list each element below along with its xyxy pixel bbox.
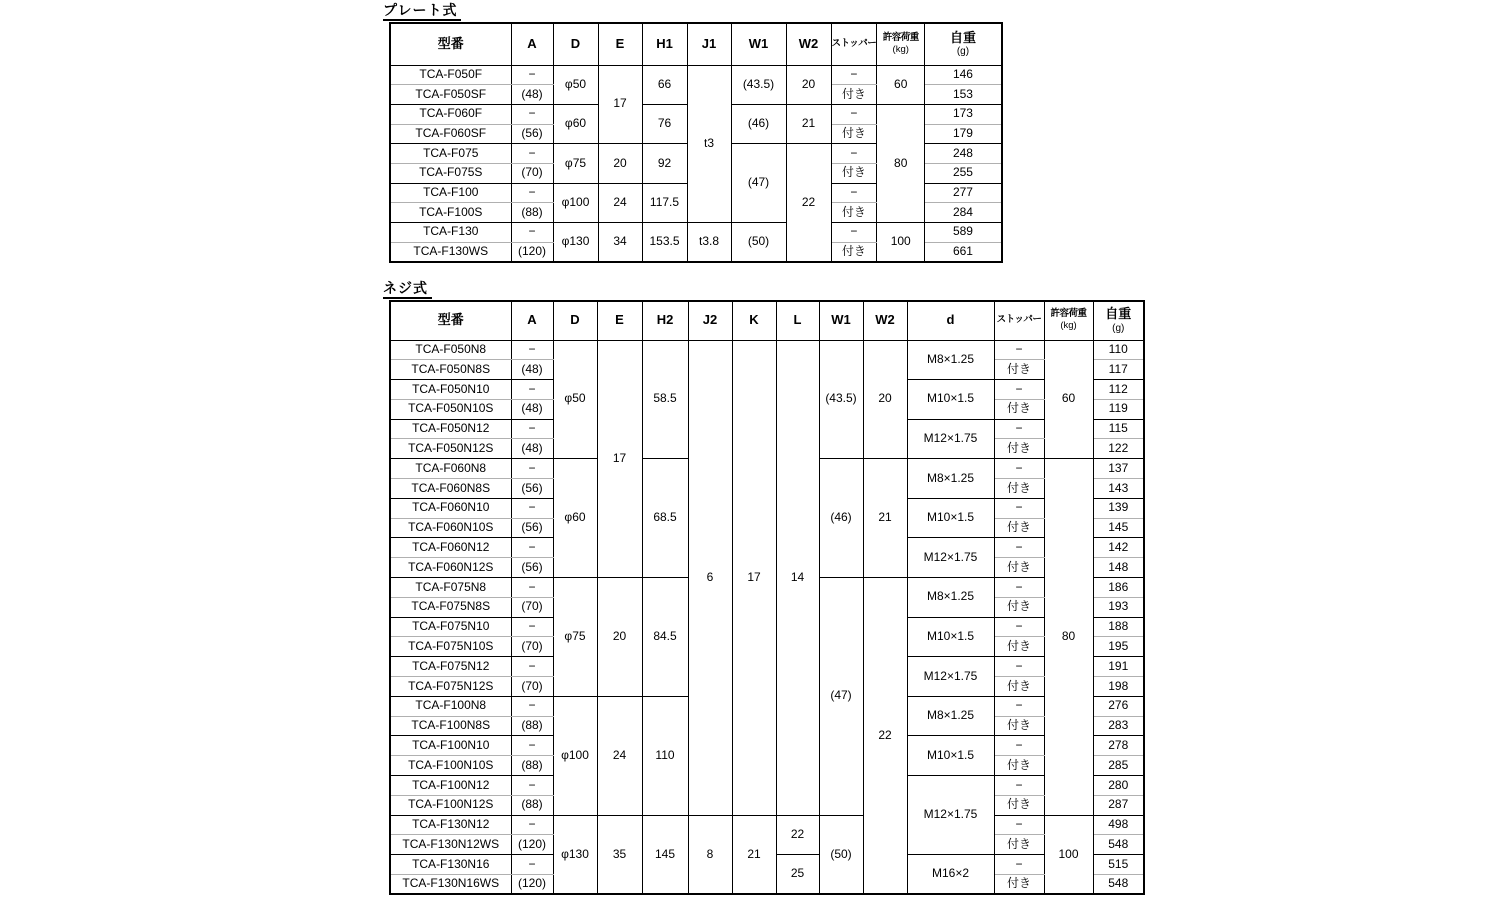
cell-weight: 548	[1093, 875, 1144, 895]
cell-h2: 145	[642, 815, 688, 894]
column-header-j1: J1	[687, 23, 731, 65]
table-row	[390, 223, 1002, 243]
cell-d: φ50	[553, 65, 598, 104]
cell-d: φ100	[553, 183, 598, 222]
cell-w1: (46)	[731, 104, 786, 143]
cell-model: TCA-F075N10	[390, 617, 511, 637]
cell-model: TCA-F060N12S	[390, 558, 511, 578]
cell-load: 60	[877, 65, 925, 104]
cell-model: TCA-F060F	[390, 104, 511, 124]
cell-stopper: 付き	[994, 716, 1044, 736]
cell-stopper: 付き	[994, 439, 1044, 459]
cell-w2: 20	[863, 340, 907, 459]
cell-model: TCA-F050N8S	[390, 360, 511, 380]
cell-a: (88)	[511, 716, 553, 736]
cell-stopper: −	[831, 183, 877, 203]
cell-model: TCA-F050N12	[390, 419, 511, 439]
column-header-weight: 自重 (g)	[1093, 301, 1144, 340]
cell-j1: t3	[687, 65, 731, 223]
cell-model: TCA-F130N12WS	[390, 835, 511, 855]
cell-weight: 287	[1093, 795, 1144, 815]
cell-dthread: M10×1.5	[907, 380, 994, 420]
cell-model: TCA-F060N10S	[390, 518, 511, 538]
cell-dthread: M8×1.25	[907, 696, 994, 736]
cell-model: TCA-F060SF	[390, 124, 511, 144]
plate-table-container	[389, 22, 1003, 263]
table-row	[390, 340, 1144, 360]
cell-model: TCA-F075N8S	[390, 597, 511, 617]
cell-k: 17	[732, 340, 776, 815]
cell-d: φ100	[553, 696, 597, 815]
cell-a: −	[511, 498, 553, 518]
cell-model: TCA-F130N12	[390, 815, 511, 835]
cell-d: φ60	[553, 104, 598, 143]
cell-weight: 195	[1093, 637, 1144, 657]
cell-model: TCA-F130	[390, 223, 511, 243]
column-header-w1: W1	[819, 301, 863, 340]
cell-weight: 117	[1093, 360, 1144, 380]
cell-dthread: M10×1.5	[907, 617, 994, 657]
cell-j2: 8	[688, 815, 732, 894]
table-row	[390, 65, 1002, 85]
cell-w1: (47)	[731, 144, 786, 223]
cell-model: TCA-F075N12S	[390, 677, 511, 697]
cell-stopper: 付き	[994, 360, 1044, 380]
cell-stopper: 付き	[994, 677, 1044, 697]
cell-weight: 191	[1093, 657, 1144, 677]
cell-d: φ60	[553, 459, 597, 578]
cell-model: TCA-F100N10S	[390, 756, 511, 776]
cell-weight: 515	[1093, 855, 1144, 875]
cell-weight: 248	[925, 144, 1002, 164]
cell-model: TCA-F050N12S	[390, 439, 511, 459]
cell-w1: (43.5)	[819, 340, 863, 459]
cell-e: 24	[597, 696, 642, 815]
cell-a: (88)	[511, 756, 553, 776]
cell-weight: 179	[925, 124, 1002, 144]
cell-weight: 255	[925, 163, 1002, 183]
cell-e: 20	[597, 578, 642, 697]
column-header-d: D	[553, 301, 597, 340]
cell-load: 80	[877, 104, 925, 222]
cell-model: TCA-F050N10	[390, 380, 511, 400]
cell-weight: 276	[1093, 696, 1144, 716]
header-row	[390, 23, 1002, 65]
cell-model: TCA-F130WS	[390, 242, 511, 262]
cell-a: −	[511, 380, 553, 400]
cell-h2: 58.5	[642, 340, 688, 459]
cell-weight: 148	[1093, 558, 1144, 578]
cell-weight: 188	[1093, 617, 1144, 637]
cell-weight: 193	[1093, 597, 1144, 617]
cell-stopper: −	[994, 696, 1044, 716]
cell-k: 21	[732, 815, 776, 894]
cell-stopper: −	[994, 380, 1044, 400]
column-header-a: A	[511, 301, 553, 340]
cell-j1: t3.8	[687, 223, 731, 262]
cell-a: (56)	[511, 558, 553, 578]
cell-stopper: −	[994, 419, 1044, 439]
cell-h1: 153.5	[642, 223, 687, 262]
cell-a: (56)	[511, 124, 553, 144]
cell-model: TCA-F060N8	[390, 459, 511, 479]
cell-stopper: −	[994, 736, 1044, 756]
cell-dthread: M12×1.75	[907, 776, 994, 855]
plate-type-table	[389, 22, 1003, 263]
cell-e: 34	[598, 223, 642, 262]
cell-weight: 146	[925, 65, 1002, 85]
plate-table-title: プレート式	[383, 3, 461, 21]
column-header-l: L	[776, 301, 819, 340]
cell-dthread: M8×1.25	[907, 578, 994, 618]
cell-a: (48)	[511, 399, 553, 419]
cell-model: TCA-F075N12	[390, 657, 511, 677]
column-header-h2: H2	[642, 301, 688, 340]
cell-model: TCA-F100S	[390, 203, 511, 223]
cell-a: (56)	[511, 479, 553, 499]
cell-stopper: 付き	[994, 597, 1044, 617]
cell-weight: 145	[1093, 518, 1144, 538]
cell-a: (120)	[511, 242, 553, 262]
column-header-stopper: ストッパー	[994, 301, 1044, 340]
cell-stopper: −	[994, 617, 1044, 637]
cell-weight: 186	[1093, 578, 1144, 598]
cell-a: (120)	[511, 835, 553, 855]
cell-h2: 84.5	[642, 578, 688, 697]
cell-e: 17	[597, 340, 642, 578]
cell-stopper: −	[994, 657, 1044, 677]
cell-model: TCA-F075N10S	[390, 637, 511, 657]
cell-l: 25	[776, 855, 819, 895]
cell-weight: 285	[1093, 756, 1144, 776]
cell-model: TCA-F050N8	[390, 340, 511, 360]
cell-weight: 137	[1093, 459, 1144, 479]
cell-model: TCA-F075	[390, 144, 511, 164]
cell-dthread: M12×1.75	[907, 657, 994, 697]
cell-h1: 92	[642, 144, 687, 183]
cell-w1: (50)	[731, 223, 786, 262]
cell-a: (88)	[511, 795, 553, 815]
cell-a: −	[511, 340, 553, 360]
cell-weight: 115	[1093, 419, 1144, 439]
column-header-w1: W1	[731, 23, 786, 65]
cell-weight: 548	[1093, 835, 1144, 855]
cell-d: φ130	[553, 223, 598, 262]
cell-weight: 278	[1093, 736, 1144, 756]
cell-weight: 280	[1093, 776, 1144, 796]
cell-stopper: −	[831, 104, 877, 124]
cell-w2: 22	[863, 578, 907, 895]
screw-table-title: ネジ式	[383, 281, 432, 299]
cell-stopper: 付き	[831, 85, 877, 105]
cell-stopper: 付き	[831, 124, 877, 144]
cell-e: 20	[598, 144, 642, 183]
column-header-model: 型番	[390, 301, 511, 340]
cell-a: (70)	[511, 597, 553, 617]
cell-h1: 117.5	[642, 183, 687, 222]
screw-type-table	[389, 300, 1145, 895]
column-header-e: E	[597, 301, 642, 340]
cell-a: −	[511, 104, 553, 124]
cell-a: −	[511, 144, 553, 164]
cell-a: −	[511, 617, 553, 637]
cell-model: TCA-F060N10	[390, 498, 511, 518]
cell-a: (70)	[511, 163, 553, 183]
screw-table-container	[389, 300, 1145, 895]
cell-model: TCA-F060N8S	[390, 479, 511, 499]
cell-h2: 68.5	[642, 459, 688, 578]
cell-stopper: 付き	[831, 242, 877, 262]
cell-model: TCA-F100N10	[390, 736, 511, 756]
cell-e: 17	[598, 65, 642, 144]
cell-load: 100	[1044, 815, 1093, 894]
column-header-dthread: d	[907, 301, 994, 340]
cell-load: 80	[1044, 459, 1093, 815]
cell-a: (88)	[511, 203, 553, 223]
cell-dthread: M10×1.5	[907, 498, 994, 538]
cell-stopper: 付き	[994, 637, 1044, 657]
column-header-weight: 自重 (g)	[925, 23, 1002, 65]
cell-load: 60	[1044, 340, 1093, 459]
cell-h1: 66	[642, 65, 687, 104]
cell-stopper: 付き	[994, 875, 1044, 895]
column-header-load: 許容荷重 (kg)	[1044, 301, 1093, 340]
column-header-a: A	[511, 23, 553, 65]
cell-a: −	[511, 815, 553, 835]
cell-a: (70)	[511, 637, 553, 657]
cell-d: φ75	[553, 578, 597, 697]
cell-w1: (43.5)	[731, 65, 786, 104]
cell-stopper: −	[994, 459, 1044, 479]
cell-stopper: −	[831, 223, 877, 243]
cell-e: 35	[597, 815, 642, 894]
column-header-model: 型番	[390, 23, 511, 65]
cell-a: (70)	[511, 677, 553, 697]
cell-stopper: 付き	[994, 399, 1044, 419]
cell-weight: 142	[1093, 538, 1144, 558]
cell-j2: 6	[688, 340, 732, 815]
cell-weight: 498	[1093, 815, 1144, 835]
cell-stopper: 付き	[994, 518, 1044, 538]
cell-stopper: 付き	[831, 163, 877, 183]
column-header-k: K	[732, 301, 776, 340]
cell-model: TCA-F075N8	[390, 578, 511, 598]
cell-e: 24	[598, 183, 642, 222]
cell-a: −	[511, 696, 553, 716]
cell-weight: 110	[1093, 340, 1144, 360]
cell-dthread: M12×1.75	[907, 538, 994, 578]
cell-model: TCA-F100N12	[390, 776, 511, 796]
cell-stopper: 付き	[994, 756, 1044, 776]
cell-weight: 153	[925, 85, 1002, 105]
cell-a: −	[511, 578, 553, 598]
cell-a: −	[511, 459, 553, 479]
cell-a: (56)	[511, 518, 553, 538]
cell-d: φ130	[553, 815, 597, 894]
cell-model: TCA-F050F	[390, 65, 511, 85]
cell-w1: (46)	[819, 459, 863, 578]
cell-h2: 110	[642, 696, 688, 815]
cell-w2: 21	[786, 104, 831, 143]
cell-w2: 22	[786, 144, 831, 262]
cell-a: −	[511, 657, 553, 677]
cell-weight: 589	[925, 223, 1002, 243]
header-row	[390, 301, 1144, 340]
cell-h1: 76	[642, 104, 687, 143]
cell-a: −	[511, 65, 553, 85]
cell-stopper: −	[994, 855, 1044, 875]
column-header-load: 許容荷重 (kg)	[877, 23, 925, 65]
column-header-w2: W2	[863, 301, 907, 340]
cell-a: (48)	[511, 439, 553, 459]
cell-stopper: −	[994, 578, 1044, 598]
cell-a: −	[511, 223, 553, 243]
cell-dthread: M10×1.5	[907, 736, 994, 776]
cell-model: TCA-F100N8S	[390, 716, 511, 736]
cell-a: (48)	[511, 85, 553, 105]
cell-dthread: M16×2	[907, 855, 994, 895]
cell-a: −	[511, 855, 553, 875]
cell-l: 22	[776, 815, 819, 855]
cell-stopper: −	[831, 65, 877, 85]
cell-a: −	[511, 538, 553, 558]
cell-weight: 143	[1093, 479, 1144, 499]
cell-a: (48)	[511, 360, 553, 380]
cell-model: TCA-F100N8	[390, 696, 511, 716]
cell-model: TCA-F130N16	[390, 855, 511, 875]
cell-stopper: −	[994, 498, 1044, 518]
cell-model: TCA-F060N12	[390, 538, 511, 558]
cell-a: −	[511, 736, 553, 756]
cell-l: 14	[776, 340, 819, 815]
cell-weight: 173	[925, 104, 1002, 124]
cell-model: TCA-F050N10S	[390, 399, 511, 419]
cell-stopper: −	[994, 340, 1044, 360]
cell-d: φ50	[553, 340, 597, 459]
column-header-w2: W2	[786, 23, 831, 65]
cell-model: TCA-F100N12S	[390, 795, 511, 815]
cell-model: TCA-F100	[390, 183, 511, 203]
cell-a: (120)	[511, 875, 553, 895]
cell-dthread: M12×1.75	[907, 419, 994, 459]
table-row	[390, 815, 1144, 835]
cell-weight: 122	[1093, 439, 1144, 459]
cell-model: TCA-F075S	[390, 163, 511, 183]
cell-model: TCA-F130N16WS	[390, 875, 511, 895]
column-header-j2: J2	[688, 301, 732, 340]
cell-w2: 21	[863, 459, 907, 578]
cell-stopper: −	[994, 815, 1044, 835]
column-header-h1: H1	[642, 23, 687, 65]
cell-stopper: 付き	[994, 795, 1044, 815]
cell-d: φ75	[553, 144, 598, 183]
cell-a: −	[511, 183, 553, 203]
column-header-stopper: ストッパー	[831, 23, 877, 65]
cell-weight: 277	[925, 183, 1002, 203]
cell-load: 100	[877, 223, 925, 262]
cell-stopper: −	[994, 776, 1044, 796]
column-header-e: E	[598, 23, 642, 65]
cell-weight: 661	[925, 242, 1002, 262]
cell-w1: (50)	[819, 815, 863, 894]
cell-model: TCA-F050SF	[390, 85, 511, 105]
cell-stopper: 付き	[994, 835, 1044, 855]
cell-dthread: M8×1.25	[907, 340, 994, 380]
cell-weight: 139	[1093, 498, 1144, 518]
cell-weight: 119	[1093, 399, 1144, 419]
cell-weight: 283	[1093, 716, 1144, 736]
cell-weight: 284	[925, 203, 1002, 223]
cell-stopper: −	[831, 144, 877, 164]
cell-a: −	[511, 776, 553, 796]
cell-dthread: M8×1.25	[907, 459, 994, 499]
cell-weight: 198	[1093, 677, 1144, 697]
cell-w1: (47)	[819, 578, 863, 816]
cell-stopper: 付き	[994, 558, 1044, 578]
cell-a: −	[511, 419, 553, 439]
cell-weight: 112	[1093, 380, 1144, 400]
cell-stopper: 付き	[831, 203, 877, 223]
column-header-d: D	[553, 23, 598, 65]
cell-w2: 20	[786, 65, 831, 104]
cell-stopper: 付き	[994, 479, 1044, 499]
cell-stopper: −	[994, 538, 1044, 558]
